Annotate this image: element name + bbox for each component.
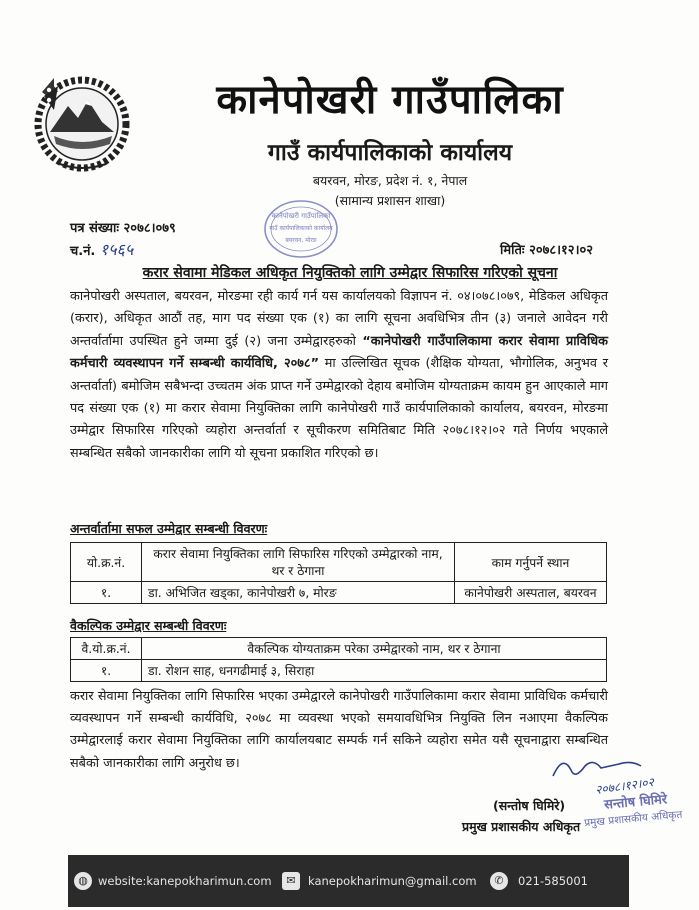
body-procedure-name: “कानेपोखरी गाउँपालिकामा करार सेवामा प्राविधिक कर्मचारी व्यवस्थापन गर्ने सम्बन्धी कार्यविधि, २०७८” xyxy=(70,333,608,372)
dispatch-number-value: १५६५ xyxy=(99,240,134,259)
letter-number xyxy=(70,218,176,236)
successful-candidate-heading: अन्तर्वार्तामा सफल उम्मेद्वार सम्बन्धी विवरणः xyxy=(70,521,268,536)
alternate-candidate-heading: वैकल्पिक उम्मेद्वार सम्बन्धी विवरणः xyxy=(70,618,227,633)
body-text-1: कानेपोखरी अस्पताल, बयरवन, मोरङमा रही कार्य गर्न यस कार्यालयको विज्ञापन नं. ०४।०७८।०७९, मेडिकल अधिकृत (करार), अधिकृत आठौं तह, माग पद संख्या एक (१) का लागि सूचना अवधिभित्र तीन (३) जनाले आवेदन गरी अन्तर्वार्तामा उपस्थित हुने जम्मा दुई (२) जना उम्मेद्वारहरुको xyxy=(70,289,608,349)
svg-text:२०७८।१२।०२: २०७८।१२।०२ xyxy=(594,775,655,798)
contact-footer xyxy=(68,855,629,907)
branch-name: (सामान्य प्रशासन शाखा) xyxy=(334,193,446,208)
dispatch-number-label: च.नं. xyxy=(70,244,96,259)
signatory-name: (सन्तोष घिमिरे) xyxy=(493,798,566,813)
office-stamp-icon xyxy=(262,198,340,260)
name-stamp: सन्तोष घिमिरे xyxy=(603,792,668,813)
column-header: वै.यो.क्र.नं. xyxy=(71,638,142,660)
table-header-row xyxy=(71,638,607,660)
successful-candidate-table xyxy=(70,542,607,604)
body-text-2: मा उल्लिखित सूचक (शैक्षिक योग्यता, भौगोलिक, अनुभव र अन्तर्वार्ता) बमोजिम सबैभन्दा उच्चतम अंक प्राप्त गर्ने उम्मेद्वारको देहाय बमोजिम योग्यताक्रम कायम हुन आएकाले माग पद संख्या एक (१) मा करार सेवामा नियुक्तिका लागि कानेपोखरी गाउँ कार्यपालिकाको कार्यालय, बयरवन, मोरङमा उम्मेद्वार सिफारिस गरिएको व्यहोरा अन्तर्वार्ता र सूचीकरण समितिबाट मिति २०७८।१२।०२ गते निर्णय भएकाले सम्बन्धित सबैको जानकारीका लागि यो सूचना प्रकाशित गरिएको छ। xyxy=(70,356,608,461)
globe-icon: ◍ xyxy=(74,872,92,890)
table-header-row xyxy=(71,543,607,582)
svg-text:बयरवन, मोरङ: बयरवन, मोरङ xyxy=(285,237,317,244)
table-cell: डा. अभिजित खड्का, कानेपोखरी ७, मोरङ xyxy=(142,582,455,604)
website-link[interactable]: website:kanepokharimun.com xyxy=(98,874,272,888)
alternate-candidate-table xyxy=(70,637,607,682)
table-row xyxy=(71,582,607,604)
municipality-title: कानेपोखरी गाउँपालिका xyxy=(216,77,564,123)
phone-icon: ✆ xyxy=(490,872,508,890)
phone-number[interactable]: 021-585001 xyxy=(518,874,588,888)
table-cell: कानेपोखरी अस्पताल, बयरवन xyxy=(455,582,607,604)
notice-date xyxy=(500,240,593,258)
dispatch-number xyxy=(70,238,133,260)
table-cell: डा. रोशन साह, धनगढीमाई ३, सिराहा xyxy=(142,660,607,682)
designation-stamp: प्रमुख प्रशासकीय अधिकृत xyxy=(583,808,683,830)
table-cell: १. xyxy=(71,660,142,682)
signatory-designation: प्रमुख प्रशासकीय अधिकृत xyxy=(462,819,581,834)
table-row xyxy=(71,660,607,682)
mail-icon: ✉ xyxy=(282,872,300,890)
column-header: करार सेवामा नियुक्तिका लागि सिफारिस गरिएको उम्मेद्वारको नाम, थर र ठेगाना xyxy=(142,543,455,582)
table-cell: १. xyxy=(71,582,142,604)
date-value: २०७८।१२।०२ xyxy=(529,243,594,258)
municipality-emblem-icon xyxy=(30,72,148,172)
letter-number-label: पत्र संख्याः xyxy=(70,221,120,236)
closing-paragraph: करार सेवामा नियुक्तिका लागि सिफारिस भएका उम्मेद्वारले कानेपोखरी गाउँपालिकामा करार सेवामा प्राविधिक कर्मचारी व्यवस्थापन गर्ने सम्बन्धी कार्यविधि, २०७८ मा व्यवस्था भएको समयावधिभित्र नियुक्ति लिन नआएमा वैकल्पिक उम्मेद्वारलाई करार सेवामा नियुक्तिका लागि कार्यालयबाट सम्पर्क गर्न सकिने व्यहोरा समेत यसै सूचनाद्वारा सम्बन्धित सबैको जानकारीका लागि अनुरोध छ। xyxy=(70,689,608,771)
notice-heading: करार सेवामा मेडिकल अधिकृत नियुक्तिको लागि उम्मेद्वार सिफारिस गरिएको सूचना xyxy=(142,265,558,281)
column-header: यो.क्र.नं. xyxy=(71,543,142,582)
column-header: काम गर्नुपर्ने स्थान xyxy=(455,543,607,582)
office-subtitle: गाउँ कार्यपालिकाको कार्यालय xyxy=(267,140,513,166)
svg-text:कानेपोखरी गाउँपालिका: कानेपोखरी गाउँपालिका xyxy=(271,212,331,220)
svg-text:गाउँ कार्यपालिकाको कार्यालय: गाउँ कार्यपालिकाको कार्यालय xyxy=(269,225,333,232)
email-link[interactable]: kanepokharimun@gmail.com xyxy=(308,874,477,888)
notice-body xyxy=(70,286,608,465)
office-address: बयरवन, मोरङ, प्रदेश नं. १, नेपाल xyxy=(312,173,468,188)
date-label: मितिः xyxy=(500,243,525,258)
letter-number-value: २०७८।०७९ xyxy=(123,221,176,236)
column-header: वैकल्पिक योग्यताक्रम परेका उम्मेद्वारको नाम, थर र ठेगाना xyxy=(142,638,607,660)
